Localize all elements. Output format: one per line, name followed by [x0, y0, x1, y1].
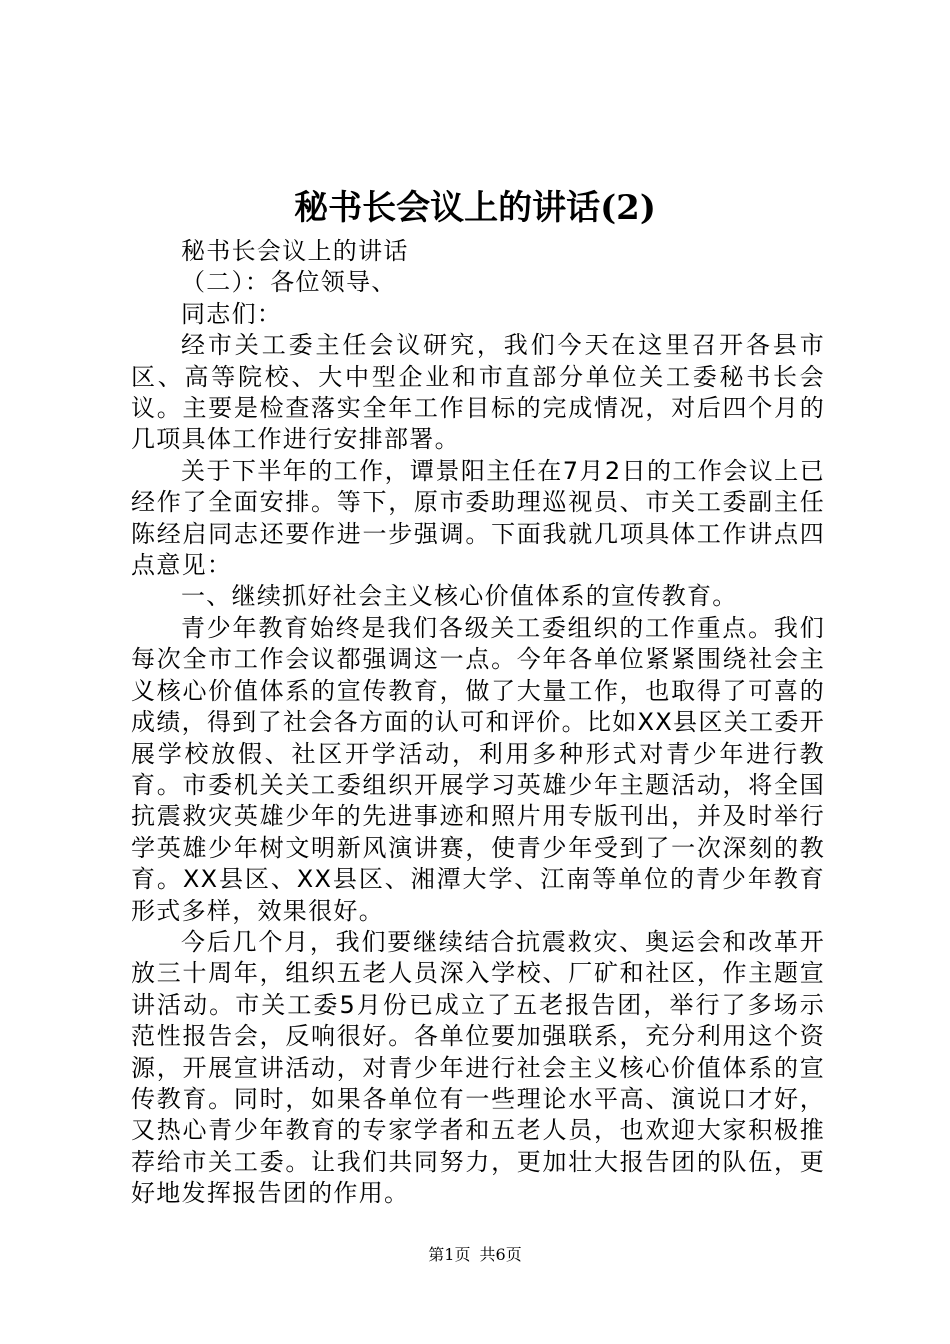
paragraph: 青少年教育始终是我们各级关工委组织的工作重点。我们每次全市工作会议都强调这一点。今年各单位紧紧围绕社会主义核心价值体系的宣传教育，做了大量工作，也取得了可喜的成绩，得到了社会各方面的认可和评价。比如XX县区关工委开展学校放假、社区开学活动，利用多种形式对青少年进行教育。市委机关关工委组织开展学习英雄少年主题活动，将全国抗震救灾英雄少年的先进事迹和照片用专版刊出，并及时举行学英雄少年树文明新风演讲赛，使青少年受到了一次深刻的教育。XX县区、XX县区、湘潭大学、江南等单位的青少年教育形式多样，效果很好。: [131, 613, 825, 925]
paragraph: 关于下半年的工作，谭景阳主任在7月2日的工作会议上已经作了全面安排。等下，原市委助理巡视员、市关工委副主任陈经启同志还要作进一步强调。下面我就几项具体工作讲点四点意见：: [131, 456, 825, 580]
paragraph-heading: 秘书长会议上的讲话: [181, 237, 409, 265]
section-heading: 一、继续抓好社会主义核心价值体系的宣传教育。: [181, 582, 738, 611]
paragraph-salutation-2: 同志们：: [181, 299, 283, 328]
document-body: [131, 236, 825, 1210]
page-number: 第1页: [428, 1245, 471, 1264]
paragraph: 今后几个月，我们要继续结合抗震救灾、奥运会和改革开放三十周年，组织五老人员深入学校、厂矿和社区，作主题宣讲活动。市关工委5月份已成立了五老报告团，举行了多场示范性报告会，反响很好。各单位要加强联系，充分利用这个资源，开展宣讲活动，对青少年进行社会主义核心价值体系的宣传教育。同时，如果各单位有一些理论水平高、演说口才好，又热心青少年教育的专家学者和五老人员，也欢迎大家积极推荐给市关工委。让我们共同努力，更加壮大报告团的队伍，更好地发挥报告团的作用。: [131, 927, 825, 1208]
page-total: 共6页: [479, 1245, 522, 1264]
paragraph-salutation-1: （二）：各位领导、: [181, 268, 397, 297]
document-title: 秘书长会议上的讲话(2): [294, 188, 656, 228]
page-footer: [0, 1244, 950, 1266]
paragraph: 经市关工委主任会议研究，我们今天在这里召开各县市区、高等院校、大中型企业和市直部分单位关工委秘书长会议。主要是检查落实全年工作目标的完成情况，对后四个月的几项具体工作进行安排部署。: [131, 331, 825, 454]
